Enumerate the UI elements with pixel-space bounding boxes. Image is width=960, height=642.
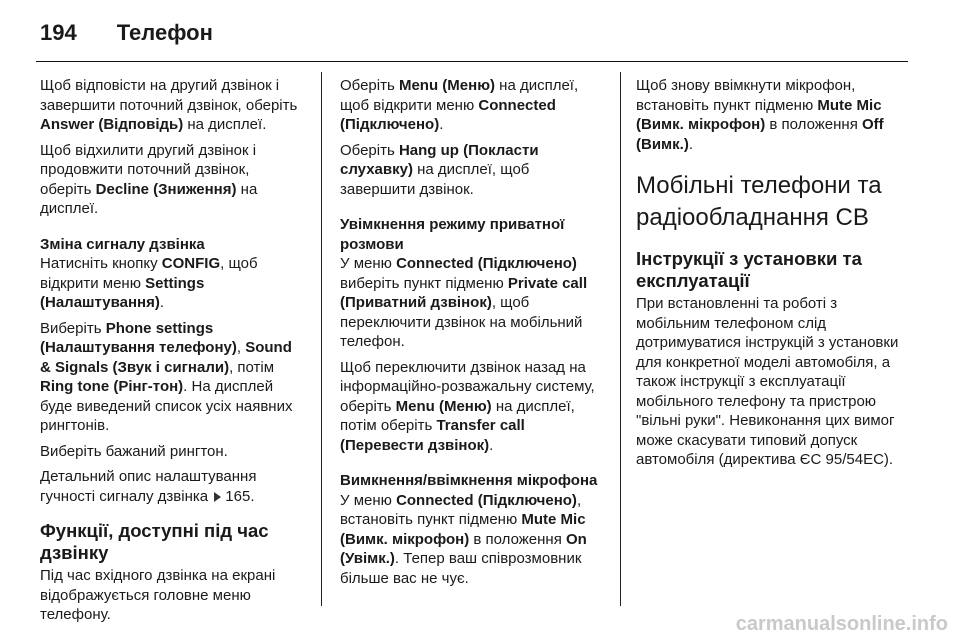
text: на дисплеї. <box>40 180 258 217</box>
column-1 <box>40 76 302 631</box>
menu-term: Connected (Підключено) <box>340 96 556 133</box>
text: Оберіть <box>340 141 399 159</box>
paragraph <box>40 76 302 135</box>
paragraph: Виберіть бажаний рингтон. <box>40 442 228 460</box>
paragraph <box>340 76 606 135</box>
page-reference: 165 <box>225 487 251 505</box>
menu-term: Transfer call (Перевести дзвінок) <box>340 417 525 454</box>
menu-term: Hang up (Покласти слухавку) <box>340 141 539 178</box>
text: , встановіть пункт підменю <box>340 491 582 528</box>
paragraph: Під час вхідного дзвінка на екрані відображується головне меню телефону. <box>40 567 276 623</box>
menu-term: Connected (Підключено) <box>396 255 577 272</box>
menu-term: Connected (Підключено) <box>396 491 577 509</box>
text: . На дисплей буде виведений список усіх наявних рингтонів. <box>40 378 293 434</box>
menu-term: Mute Mic (Вимк. мікрофон) <box>340 511 586 548</box>
text: Щоб відхилити другий дзвінок і продовжити поточний дзвінок, оберіть <box>40 141 257 198</box>
text: Оберіть <box>340 77 399 94</box>
menu-term: Menu (Меню) <box>395 397 492 415</box>
paragraph <box>40 254 302 313</box>
paragraph <box>636 76 900 154</box>
menu-term: Phone settings (Налаштування телефону) <box>40 319 237 356</box>
text: Щоб знову ввімкнути мікрофон, встановіть пункт підменю <box>636 77 856 114</box>
menu-term: CONFIG <box>161 255 221 272</box>
text: . <box>159 294 165 311</box>
column-divider-1 <box>321 72 322 606</box>
paragraph <box>340 141 606 200</box>
text: Натисніть кнопку <box>40 255 162 272</box>
subheading-functions: Функції, доступні під час дзвінку <box>40 520 269 563</box>
text: на дисплеї, щоб відкрити меню <box>340 77 579 114</box>
header-rule <box>36 61 908 62</box>
watermark: carmanualsonline.info <box>735 613 948 635</box>
column-divider-2 <box>620 72 621 606</box>
text: виберіть пункт підменю <box>340 274 508 292</box>
section-heading-mobile-phones: Мобільні телефони та радіообладнання CB <box>636 172 882 231</box>
page-reference-arrow-icon <box>214 492 221 502</box>
column-2 <box>340 76 606 594</box>
subheading-private-call: Увімкнення режиму приватної розмови <box>340 216 565 253</box>
text: на дисплеї, потім оберіть <box>340 397 575 434</box>
text: в положення <box>765 116 863 133</box>
text: Виберіть <box>40 319 106 337</box>
text: . <box>439 116 444 133</box>
text: , щоб відкрити меню <box>40 255 258 292</box>
subheading-installation: Інструкції з установки та експлуатації <box>636 248 862 291</box>
paragraph: При встановленні та роботі з мобільним телефоном слід дотримуватися інструкцій з установки для конкретної моделі автомобіля, а також інструкції з експлуатації мобільного телефону та пристрою "вільні руки". Невиконання цих вимог може скасувати типовий допуск автомобіля (директива ЄС 95/54EC). <box>636 295 899 468</box>
text: Щоб відповісти на другий дзвінок і завершити поточний дзвінок, оберіть <box>40 77 298 114</box>
menu-term: Mute Mic (Вимк. мікрофон) <box>636 96 882 133</box>
menu-term: Ring tone (Рінг-тон) <box>40 378 184 395</box>
menu-term: Settings (Налаштування) <box>40 274 205 311</box>
menu-term: Answer (Відповідь) <box>40 116 184 133</box>
menu-term: Decline (Зниження) <box>95 180 237 198</box>
text: , щоб переключити дзвінок на мобільний телефон. <box>340 294 583 350</box>
text: в положення <box>469 530 567 548</box>
menu-term: Menu (Меню) <box>398 77 495 94</box>
text: . <box>688 135 693 153</box>
text: на дисплеї, щоб завершити дзвінок. <box>340 161 530 198</box>
subheading-microphone: Вимкнення/ввімкнення мікрофона <box>340 472 598 489</box>
page-number: 194 <box>40 20 77 45</box>
text: . <box>489 436 494 454</box>
text: на дисплеї. <box>183 116 267 133</box>
subheading-ring-signal: Зміна сигналу дзвінка <box>40 235 205 253</box>
paragraph <box>340 254 606 352</box>
paragraph <box>340 491 606 589</box>
menu-term: Private call (Приватний дзвінок) <box>340 274 588 311</box>
column-3 <box>636 76 900 476</box>
page-title: Телефон <box>116 20 213 45</box>
text: Щоб переключити дзвінок назад на інформаційно-розважальну систему, оберіть <box>340 358 595 415</box>
text: , <box>236 339 246 356</box>
menu-term: Sound & Signals (Звук і сигнали) <box>40 339 292 376</box>
menu-term: Off (Вимк.) <box>636 116 884 153</box>
text: У меню <box>340 255 397 272</box>
text: У меню <box>340 491 397 509</box>
paragraph <box>340 358 606 456</box>
text: . <box>250 487 255 505</box>
text: , потім <box>229 358 275 376</box>
menu-term: On (Увімк.) <box>340 530 587 567</box>
text: . Тепер ваш співрозмовник більше вас не чує. <box>340 550 582 587</box>
paragraph <box>40 319 302 436</box>
text: Детальний опис налаштування гучності сигналу дзвінка <box>40 468 257 505</box>
paragraph <box>40 467 302 506</box>
paragraph <box>40 141 302 219</box>
page-header <box>40 18 213 48</box>
